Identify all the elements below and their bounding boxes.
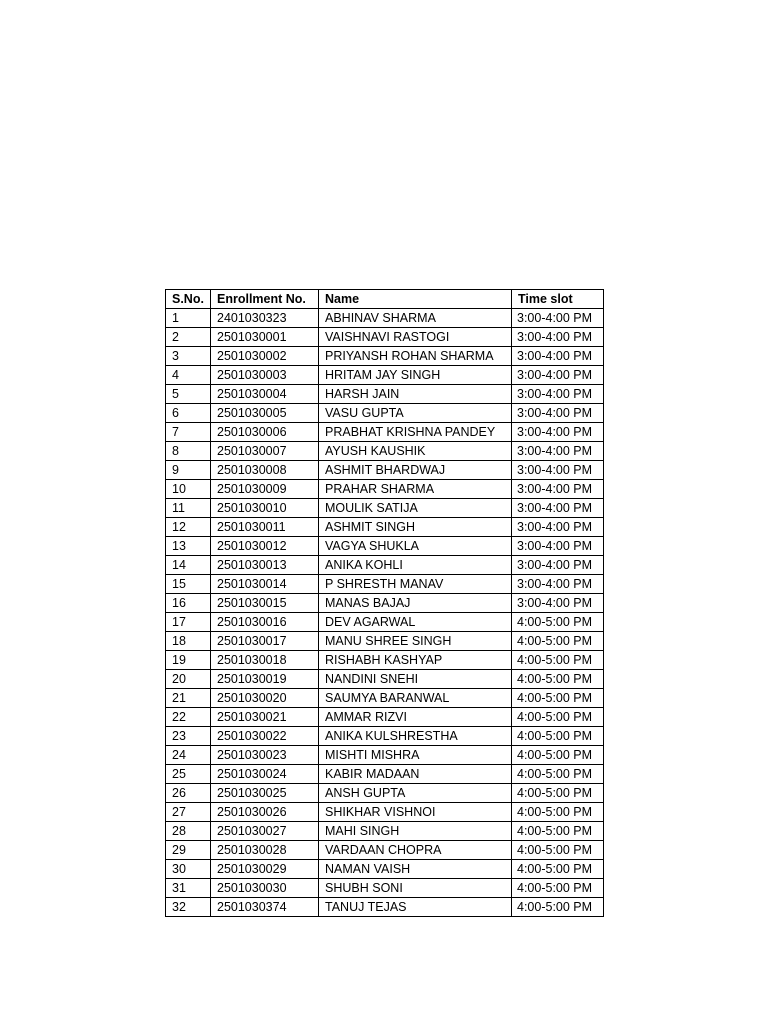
cell-time-slot: 4:00-5:00 PM: [512, 651, 604, 670]
table-row: [166, 575, 604, 594]
table-row: [166, 556, 604, 575]
cell-enrollment-no: 2501030005: [211, 404, 319, 423]
cell-enrollment-no: 2501030029: [211, 860, 319, 879]
header-name: Name: [319, 290, 512, 309]
cell-time-slot: 3:00-4:00 PM: [512, 366, 604, 385]
cell-time-slot: 3:00-4:00 PM: [512, 442, 604, 461]
cell-name: VARDAAN CHOPRA: [319, 841, 512, 860]
cell-time-slot: 4:00-5:00 PM: [512, 860, 604, 879]
cell-sno: 7: [166, 423, 211, 442]
cell-name: ANSH GUPTA: [319, 784, 512, 803]
table-row: [166, 784, 604, 803]
cell-sno: 6: [166, 404, 211, 423]
cell-sno: 26: [166, 784, 211, 803]
cell-time-slot: 4:00-5:00 PM: [512, 841, 604, 860]
cell-sno: 13: [166, 537, 211, 556]
cell-time-slot: 4:00-5:00 PM: [512, 708, 604, 727]
table-row: [166, 708, 604, 727]
cell-sno: 15: [166, 575, 211, 594]
cell-sno: 24: [166, 746, 211, 765]
cell-sno: 5: [166, 385, 211, 404]
cell-time-slot: 4:00-5:00 PM: [512, 879, 604, 898]
cell-time-slot: 3:00-4:00 PM: [512, 461, 604, 480]
header-time-slot: Time slot: [512, 290, 604, 309]
cell-sno: 30: [166, 860, 211, 879]
cell-time-slot: 3:00-4:00 PM: [512, 423, 604, 442]
cell-enrollment-no: 2501030019: [211, 670, 319, 689]
table-row: [166, 309, 604, 328]
table-row: [166, 841, 604, 860]
cell-name: VAGYA SHUKLA: [319, 537, 512, 556]
cell-name: MAHI SINGH: [319, 822, 512, 841]
table-row: [166, 879, 604, 898]
table-header-row: [166, 290, 604, 309]
table-row: [166, 480, 604, 499]
cell-name: RISHABH KASHYAP: [319, 651, 512, 670]
cell-enrollment-no: 2501030011: [211, 518, 319, 537]
cell-time-slot: 3:00-4:00 PM: [512, 594, 604, 613]
table-row: [166, 746, 604, 765]
cell-time-slot: 3:00-4:00 PM: [512, 309, 604, 328]
table-row: [166, 613, 604, 632]
cell-time-slot: 3:00-4:00 PM: [512, 404, 604, 423]
table-row: [166, 727, 604, 746]
table-row: [166, 461, 604, 480]
cell-name: KABIR MADAAN: [319, 765, 512, 784]
cell-name: NAMAN VAISH: [319, 860, 512, 879]
cell-sno: 20: [166, 670, 211, 689]
cell-sno: 16: [166, 594, 211, 613]
cell-name: AYUSH KAUSHIK: [319, 442, 512, 461]
cell-sno: 12: [166, 518, 211, 537]
cell-sno: 21: [166, 689, 211, 708]
cell-enrollment-no: 2501030024: [211, 765, 319, 784]
cell-enrollment-no: 2501030023: [211, 746, 319, 765]
cell-sno: 31: [166, 879, 211, 898]
cell-name: ANIKA KULSHRESTHA: [319, 727, 512, 746]
table-row: [166, 347, 604, 366]
cell-name: PRIYANSH ROHAN SHARMA: [319, 347, 512, 366]
table-row: [166, 366, 604, 385]
cell-sno: 29: [166, 841, 211, 860]
cell-sno: 18: [166, 632, 211, 651]
cell-time-slot: 3:00-4:00 PM: [512, 480, 604, 499]
cell-enrollment-no: 2501030008: [211, 461, 319, 480]
cell-name: MANU SHREE SINGH: [319, 632, 512, 651]
cell-enrollment-no: 2501030028: [211, 841, 319, 860]
cell-time-slot: 4:00-5:00 PM: [512, 746, 604, 765]
cell-name: HARSH JAIN: [319, 385, 512, 404]
cell-sno: 32: [166, 898, 211, 917]
cell-time-slot: 4:00-5:00 PM: [512, 613, 604, 632]
table-row: [166, 594, 604, 613]
time-slot-table: [165, 289, 604, 917]
cell-name: VAISHNAVI RASTOGI: [319, 328, 512, 347]
cell-sno: 17: [166, 613, 211, 632]
cell-time-slot: 3:00-4:00 PM: [512, 518, 604, 537]
table-row: [166, 803, 604, 822]
cell-name: SAUMYA BARANWAL: [319, 689, 512, 708]
cell-time-slot: 4:00-5:00 PM: [512, 689, 604, 708]
cell-enrollment-no: 2501030004: [211, 385, 319, 404]
cell-name: VASU GUPTA: [319, 404, 512, 423]
cell-sno: 22: [166, 708, 211, 727]
cell-name: PRAHAR SHARMA: [319, 480, 512, 499]
cell-sno: 25: [166, 765, 211, 784]
table-row: [166, 860, 604, 879]
cell-sno: 9: [166, 461, 211, 480]
table-row: [166, 537, 604, 556]
cell-time-slot: 3:00-4:00 PM: [512, 575, 604, 594]
table-row: [166, 670, 604, 689]
cell-enrollment-no: 2501030003: [211, 366, 319, 385]
cell-name: MISHTI MISHRA: [319, 746, 512, 765]
cell-time-slot: 4:00-5:00 PM: [512, 784, 604, 803]
cell-sno: 27: [166, 803, 211, 822]
cell-enrollment-no: 2501030015: [211, 594, 319, 613]
cell-name: P SHRESTH MANAV: [319, 575, 512, 594]
table-row: [166, 765, 604, 784]
cell-enrollment-no: 2501030022: [211, 727, 319, 746]
cell-enrollment-no: 2401030323: [211, 309, 319, 328]
cell-time-slot: 3:00-4:00 PM: [512, 556, 604, 575]
cell-name: HRITAM JAY SINGH: [319, 366, 512, 385]
cell-enrollment-no: 2501030016: [211, 613, 319, 632]
cell-enrollment-no: 2501030002: [211, 347, 319, 366]
cell-name: SHIKHAR VISHNOI: [319, 803, 512, 822]
cell-time-slot: 3:00-4:00 PM: [512, 537, 604, 556]
table-row: [166, 385, 604, 404]
cell-enrollment-no: 2501030017: [211, 632, 319, 651]
table-row: [166, 651, 604, 670]
cell-enrollment-no: 2501030007: [211, 442, 319, 461]
cell-enrollment-no: 2501030018: [211, 651, 319, 670]
cell-sno: 8: [166, 442, 211, 461]
cell-name: TANUJ TEJAS: [319, 898, 512, 917]
cell-enrollment-no: 2501030020: [211, 689, 319, 708]
cell-time-slot: 4:00-5:00 PM: [512, 670, 604, 689]
cell-name: ABHINAV SHARMA: [319, 309, 512, 328]
cell-time-slot: 3:00-4:00 PM: [512, 499, 604, 518]
cell-name: MOULIK SATIJA: [319, 499, 512, 518]
cell-sno: 1: [166, 309, 211, 328]
table-row: [166, 689, 604, 708]
cell-sno: 11: [166, 499, 211, 518]
header-sno: S.No.: [166, 290, 211, 309]
cell-enrollment-no: 2501030021: [211, 708, 319, 727]
cell-name: DEV AGARWAL: [319, 613, 512, 632]
table-row: [166, 518, 604, 537]
cell-time-slot: 4:00-5:00 PM: [512, 765, 604, 784]
cell-sno: 19: [166, 651, 211, 670]
table-row: [166, 898, 604, 917]
cell-enrollment-no: 2501030374: [211, 898, 319, 917]
cell-enrollment-no: 2501030014: [211, 575, 319, 594]
cell-name: ASHMIT BHARDWAJ: [319, 461, 512, 480]
table-row: [166, 423, 604, 442]
cell-name: MANAS BAJAJ: [319, 594, 512, 613]
cell-name: ASHMIT SINGH: [319, 518, 512, 537]
cell-sno: 23: [166, 727, 211, 746]
cell-enrollment-no: 2501030026: [211, 803, 319, 822]
cell-name: AMMAR RIZVI: [319, 708, 512, 727]
cell-sno: 4: [166, 366, 211, 385]
table-row: [166, 442, 604, 461]
cell-time-slot: 3:00-4:00 PM: [512, 385, 604, 404]
cell-time-slot: 3:00-4:00 PM: [512, 347, 604, 366]
cell-name: PRABHAT KRISHNA PANDEY: [319, 423, 512, 442]
cell-enrollment-no: 2501030006: [211, 423, 319, 442]
cell-enrollment-no: 2501030010: [211, 499, 319, 518]
cell-enrollment-no: 2501030030: [211, 879, 319, 898]
cell-enrollment-no: 2501030012: [211, 537, 319, 556]
table-row: [166, 822, 604, 841]
cell-time-slot: 4:00-5:00 PM: [512, 822, 604, 841]
cell-sno: 10: [166, 480, 211, 499]
cell-time-slot: 4:00-5:00 PM: [512, 727, 604, 746]
cell-time-slot: 4:00-5:00 PM: [512, 632, 604, 651]
cell-enrollment-no: 2501030001: [211, 328, 319, 347]
cell-name: ANIKA KOHLI: [319, 556, 512, 575]
cell-time-slot: 4:00-5:00 PM: [512, 803, 604, 822]
table-row: [166, 632, 604, 651]
cell-enrollment-no: 2501030025: [211, 784, 319, 803]
cell-enrollment-no: 2501030013: [211, 556, 319, 575]
cell-enrollment-no: 2501030009: [211, 480, 319, 499]
table-row: [166, 499, 604, 518]
table-row: [166, 404, 604, 423]
cell-sno: 14: [166, 556, 211, 575]
cell-sno: 2: [166, 328, 211, 347]
cell-sno: 28: [166, 822, 211, 841]
table-body: [166, 309, 604, 917]
cell-sno: 3: [166, 347, 211, 366]
cell-time-slot: 4:00-5:00 PM: [512, 898, 604, 917]
header-enrollment-no: Enrollment No.: [211, 290, 319, 309]
table-row: [166, 328, 604, 347]
cell-enrollment-no: 2501030027: [211, 822, 319, 841]
cell-name: SHUBH SONI: [319, 879, 512, 898]
cell-name: NANDINI SNEHI: [319, 670, 512, 689]
cell-time-slot: 3:00-4:00 PM: [512, 328, 604, 347]
